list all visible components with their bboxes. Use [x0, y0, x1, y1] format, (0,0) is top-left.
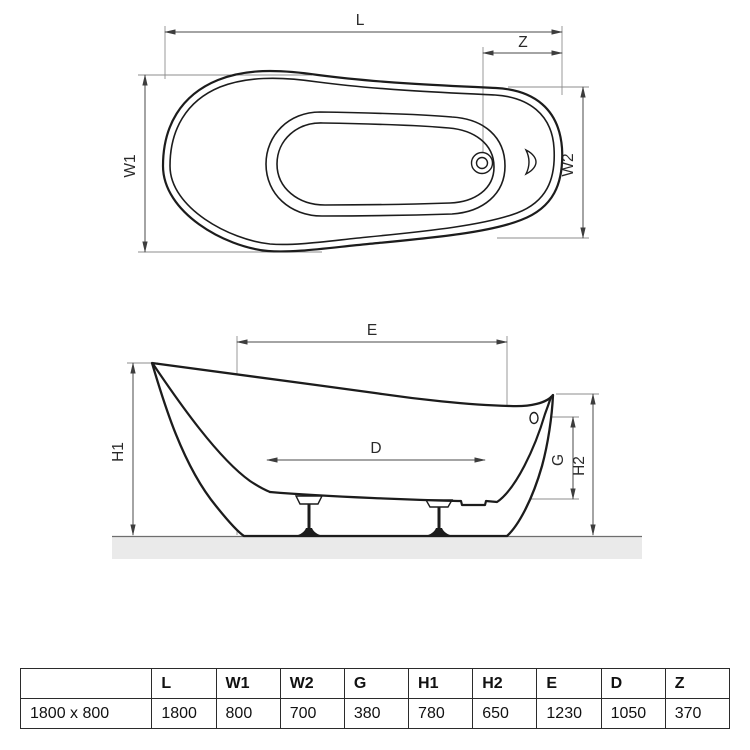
cell-D: 1050 [601, 699, 665, 729]
header-cell-W2: W2 [280, 669, 344, 699]
header-cell-D: D [601, 669, 665, 699]
overflow-slot [526, 150, 536, 174]
dim-label-Z: Z [518, 34, 528, 51]
dim-label-L: L [355, 12, 365, 29]
dim-label-W2: W2 [560, 153, 577, 177]
drain-outer-circle [472, 153, 493, 174]
table-header-row [21, 669, 730, 699]
dim-label-D: D [370, 440, 382, 457]
table-data-row [21, 699, 730, 729]
header-cell-L: L [152, 669, 216, 699]
side-view [110, 322, 642, 559]
tub-outer-rim-outline [163, 71, 562, 251]
cell-H1: 780 [409, 699, 473, 729]
cell-L: 1800 [152, 699, 216, 729]
top-view [122, 12, 589, 252]
cell-Z: 370 [665, 699, 729, 729]
header-cell-W1: W1 [216, 669, 280, 699]
header-cell-G: G [344, 669, 408, 699]
dim-label-E: E [366, 322, 378, 339]
cell-H2: 650 [473, 699, 537, 729]
dim-label-H2: H2 [571, 456, 588, 476]
cell-G: 380 [344, 699, 408, 729]
cell-W2: 700 [280, 699, 344, 729]
header-cell-E: E [537, 669, 601, 699]
dim-label-W1: W1 [122, 154, 139, 178]
header-cell-H1: H1 [409, 669, 473, 699]
floor-hatch [112, 537, 642, 559]
tub-inner-rim-outline [170, 78, 554, 244]
cell-W1: 800 [216, 699, 280, 729]
header-cell-H2: H2 [473, 669, 537, 699]
dim-label-H1: H1 [110, 442, 127, 462]
dimensions-table [20, 668, 730, 729]
tub-side-silhouette [152, 363, 553, 536]
header-cell-Z: Z [665, 669, 729, 699]
cell-E: 1230 [537, 699, 601, 729]
cell-size: 1800 x 800 [21, 699, 152, 729]
dim-label-G: G [550, 453, 567, 467]
drain-inner-circle [477, 158, 488, 169]
basin-inner-outline [277, 123, 494, 205]
header-cell-size [21, 669, 152, 699]
top-view-extension-lines [138, 26, 589, 252]
